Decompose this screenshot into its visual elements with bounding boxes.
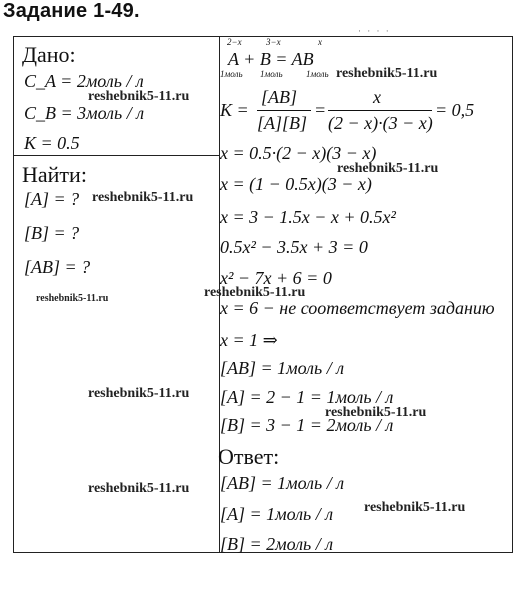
step-1: x = 0.5·(2 − x)(3 − x) (220, 143, 377, 163)
reaction-equation: A + B = AB (228, 49, 314, 69)
watermark: reshebnik5-11.ru (36, 293, 109, 304)
step-3: x = 3 − 1.5x − x + 0.5x² (220, 207, 396, 227)
decorative-marks: · · · · (358, 26, 391, 36)
watermark: reshebnik5-11.ru (88, 89, 190, 104)
answer-heading: Ответ: (218, 444, 280, 469)
given-line-k: K = 0.5 (24, 133, 80, 153)
step-10: [B] = 3 − 1 = 2моль / л (220, 415, 394, 435)
watermark: reshebnik5-11.ru (204, 285, 306, 300)
watermark: reshebnik5-11.ru (325, 405, 427, 420)
k-equals: = (314, 100, 327, 120)
answer-line-a: [A] = 1моль / л (220, 504, 334, 524)
k-numerator-1: [AB] (261, 87, 297, 107)
reaction-top-b: 3−x (266, 37, 281, 47)
find-line-ab: [AB] = ? (24, 257, 91, 277)
answer-line-ab: [AB] = 1моль / л (220, 473, 345, 493)
step-4: 0.5x² − 3.5x + 3 = 0 (220, 237, 368, 257)
k-prefix: K = (220, 100, 249, 120)
step-6: x = 6 − не соответствует заданию (220, 298, 495, 318)
k-result: = 0,5 (435, 100, 475, 120)
watermark: reshebnik5-11.ru (337, 161, 439, 176)
task-title: Задание 1-49. (3, 0, 140, 22)
reaction-top-ab: x (318, 37, 322, 47)
k-numerator-2: x (373, 87, 381, 107)
watermark: reshebnik5-11.ru (88, 386, 190, 401)
find-heading: Найти: (22, 162, 87, 187)
step-9: [A] = 2 − 1 = 1моль / л (220, 387, 394, 407)
given-line-ca: C_A = 2моль / л (24, 71, 144, 91)
find-line-b: [B] = ? (24, 223, 80, 243)
k-fraction-bar-2 (328, 110, 432, 111)
answer-line-b: [B] = 2моль / л (220, 534, 334, 554)
watermark: reshebnik5-11.ru (336, 66, 438, 81)
given-find-divider (14, 155, 219, 156)
given-line-cb: C_B = 3моль / л (24, 103, 145, 123)
reaction-bottom-ab: 1моль (306, 69, 329, 79)
step-8: [AB] = 1моль / л (220, 358, 345, 378)
given-heading: Дано: (22, 42, 76, 67)
reaction-top-a: 2−x (227, 37, 242, 47)
watermark: reshebnik5-11.ru (88, 481, 190, 496)
step-2: x = (1 − 0.5x)(3 − x) (220, 174, 372, 194)
k-fraction-bar-1 (257, 110, 311, 111)
reaction-bottom-b: 1моль (260, 69, 283, 79)
step-7: x = 1 ⇒ (220, 330, 278, 350)
watermark: reshebnik5-11.ru (364, 500, 466, 515)
step-5: x² − 7x + 6 = 0 (220, 268, 332, 288)
reaction-bottom-a: 1моль (220, 69, 243, 79)
k-denominator-1: [A][B] (257, 113, 308, 133)
k-denominator-2: (2 − x)·(3 − x) (328, 113, 433, 133)
watermark: reshebnik5-11.ru (92, 190, 194, 205)
find-line-a: [A] = ? (24, 189, 80, 209)
